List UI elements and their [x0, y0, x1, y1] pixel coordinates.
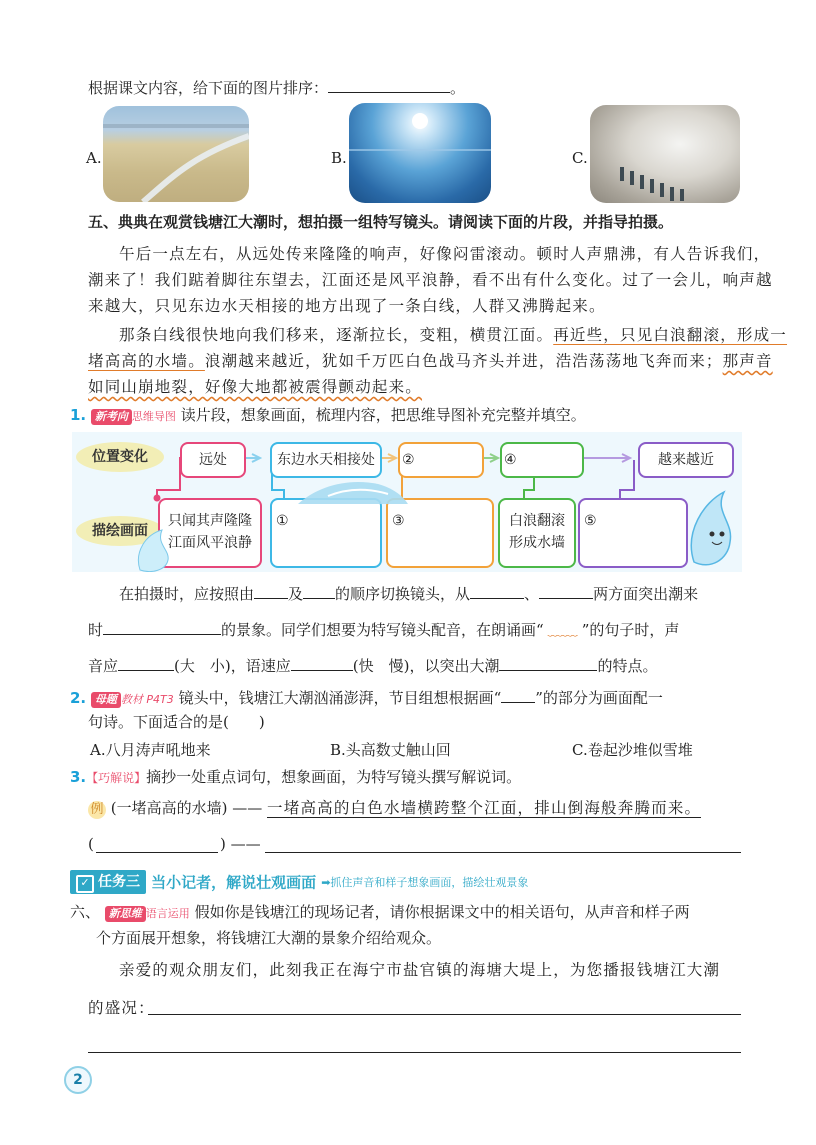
fill-l3b: (大 小)，语速应 — [174, 657, 291, 675]
passage-line-1: 午后一点左右，从远处传来隆隆的响声，好像闷雷滚动。顿时人声鼎沸，有人告诉我们， — [119, 245, 771, 263]
mindmap-bottom-5-text: ⑤ — [584, 513, 597, 529]
passage-highlight-1b: 堵高高的水墙。 — [88, 352, 205, 370]
q2-option-c[interactable]: C.卷起沙堆似雪堆 — [572, 741, 693, 759]
fill-blank-5[interactable] — [103, 618, 221, 635]
fill-l3a: 音应 — [88, 657, 119, 675]
task3-title: 当小记者，解说壮观画面 — [151, 873, 317, 892]
q2-blank[interactable] — [501, 686, 535, 703]
q2-option-b[interactable]: B.头高数丈触山回 — [330, 741, 451, 759]
passage-line-2: 潮来了！我们踮着脚往东望去，江面还是风平浪静，看不出有什么变化。过了一会儿，响声越 — [88, 271, 773, 289]
section6-line1: 假如你是钱塘江的现场记者，请你根据课文中的相关语句，从声音和样子两 — [194, 903, 690, 921]
mindmap-top-1 — [180, 442, 246, 478]
mindmap — [72, 432, 742, 572]
q3-example — [88, 798, 701, 819]
q2-line1b: ”的部分为画面配一 — [535, 689, 663, 707]
order-question — [88, 76, 465, 98]
task3-badge — [70, 870, 146, 894]
fill-l2a: 时 — [88, 621, 104, 639]
photo-label-b: B. — [331, 149, 347, 167]
q3-example-answer: 一堵高高的白色水墙横跨整个江面，排山倒海般奔腾而来。 — [267, 799, 702, 817]
section6-answer-line-2[interactable] — [88, 1052, 741, 1053]
q3-tag: 【巧解说】 — [86, 771, 147, 785]
mindmap-bottom-3-text: ③ — [392, 513, 405, 529]
checkbox-icon: ✓ — [76, 875, 94, 893]
task3-hint: ➡抓住声音和样子想象画面，描绘壮观景象 — [321, 876, 529, 889]
mindmap-top-3[interactable] — [398, 442, 484, 478]
mindmap-bottom-3[interactable] — [386, 498, 494, 568]
fill-blank-1[interactable] — [254, 582, 288, 599]
mindmap-bottom-2-text: ① — [276, 513, 289, 529]
fill-l1a: 在拍摄时，应按照由 — [119, 585, 255, 603]
passage-line-6 — [88, 377, 422, 397]
photo-label-a: A. — [86, 149, 102, 167]
wave-mascot-icon — [684, 482, 740, 572]
mindmap-bottom-2[interactable] — [270, 498, 382, 568]
photo-label-c: C. — [572, 149, 588, 167]
q1-number: 1. — [70, 406, 87, 424]
q3-example-q: (一堵高高的水墙) —— — [110, 799, 263, 817]
mindmap-top-3-text: ② — [402, 452, 415, 468]
wave-crest-icon — [298, 476, 408, 506]
fill-l3c: (快 慢)，以突出大潮 — [352, 657, 500, 675]
order-question-text: 根据课文内容，给下面的图片排序： — [88, 79, 329, 97]
mindmap-top-5-text: 越来越近 — [658, 452, 714, 468]
passage-line-3: 来越大，只见东边水天相接的地方出现了一条白线，人群又沸腾起来。 — [88, 297, 606, 315]
mindmap-top-2-text: 东边水天相接处 — [277, 452, 375, 468]
mindmap-bottom-1-line1: 只闻其声隆隆 — [168, 513, 252, 529]
fill-l2b: 的景象。同学们想要为特写镜头配音，在朗诵画“ — [221, 621, 544, 639]
section6-para2: 的盛况： — [88, 999, 155, 1017]
passage-wavy-1: 那声音 — [722, 352, 773, 370]
passage-line-5b: 浪潮越来越近，犹如千万匹白色战马齐头并进，浩浩荡荡地飞奔而来； — [204, 352, 723, 370]
mindmap-top-4-text: ④ — [504, 452, 517, 468]
task3-badge-text: 任务三 — [98, 874, 140, 890]
example-icon: 例 — [88, 801, 106, 819]
q3-answer-line[interactable] — [265, 852, 741, 853]
fill-blank-6[interactable] — [118, 654, 174, 671]
q3-word-blank[interactable] — [96, 852, 218, 853]
small-wave-mascot-icon — [134, 526, 174, 572]
section6 — [70, 902, 690, 924]
passage-line-4 — [119, 325, 787, 345]
section6-answer-line-1[interactable] — [148, 1014, 741, 1015]
tide-line-icon — [103, 106, 249, 202]
page-number: 2 — [64, 1066, 92, 1094]
fill-blank-3[interactable] — [470, 582, 524, 599]
task3-banner — [70, 870, 528, 894]
breakwater-icon — [590, 105, 740, 203]
passage-wavy-2: 如同山崩地裂，好像大地都被震得颤动起来。 — [88, 378, 423, 396]
fill-line-1 — [119, 582, 698, 604]
wavy-line-icon: ﹏﹏ — [547, 621, 578, 639]
q2-tag: 母题 — [91, 692, 121, 708]
fill-blank-7[interactable] — [291, 654, 353, 671]
q3 — [70, 767, 521, 788]
sun-icon — [349, 103, 491, 203]
fill-blank-8[interactable] — [499, 654, 597, 671]
order-question-end: 。 — [450, 79, 466, 97]
passage-highlight-1a: 再近些，只见白浪翻滚，形成一 — [553, 326, 788, 344]
q1-tag: 新考向 — [91, 409, 132, 425]
mindmap-bottom-4-line2: 形成水墙 — [509, 535, 565, 551]
mindmap-top-1-text: 远处 — [199, 452, 227, 468]
section6-tag: 新思维 — [105, 906, 146, 922]
section6-line2: 个方面展开想象，将钱塘江大潮的景象介绍给观众。 — [96, 929, 442, 947]
mindmap-top-4[interactable] — [500, 442, 584, 478]
q3-blank-close: ) —— — [220, 835, 261, 853]
q3-text: 摘抄一处重点词句，想象画面，为特写镜头撰写解说词。 — [146, 768, 522, 786]
q2-line2: 句诗。下面适合的是( ) — [88, 713, 265, 731]
section5-title: 五、典典在观赏钱塘江大潮时，想拍摄一组特写镜头。请阅读下面的片段，并指导拍摄。 — [88, 213, 674, 231]
mindmap-bottom-4 — [498, 498, 576, 568]
q3-number: 3. — [70, 768, 87, 786]
mindmap-bottom-5[interactable] — [578, 498, 688, 568]
q1-subtag: 思维导图 — [131, 410, 176, 423]
q2-line1a: 镜头中，钱塘江大潮汹涌澎湃，节目组想根据画“ — [178, 689, 502, 707]
fill-l1b: 及 — [288, 585, 304, 603]
q2-subtag: 教材 P4T3 — [120, 693, 174, 706]
fill-line-2 — [88, 618, 679, 640]
fill-blank-4[interactable] — [539, 582, 593, 599]
mindmap-bottom-4-line1: 白浪翻滚 — [509, 513, 565, 529]
fill-l1d: 、 — [524, 585, 540, 603]
section6-number: 六、 — [70, 903, 101, 921]
q2 — [70, 686, 663, 710]
section6-subtag: 语言运用 — [145, 907, 190, 920]
section6-para: 亲爱的观众朋友们，此刻我正在海宁市盐官镇的海塘大堤上，为您播报钱塘江大潮 — [119, 961, 721, 979]
q1-text: 读片段，想象画面，梳理内容，把思维导图补充完整并填空。 — [180, 406, 586, 424]
q1 — [70, 405, 586, 427]
fill-line-3 — [88, 654, 657, 676]
photo-sea-sun — [349, 103, 491, 203]
photo-wave-splash — [590, 105, 740, 203]
mindmap-row1-label: 位置变化 — [76, 442, 164, 472]
fill-blank-2[interactable] — [303, 582, 335, 599]
order-answer-blank[interactable] — [328, 76, 450, 93]
passage-line-5 — [88, 351, 773, 371]
fill-l3d: 的特点。 — [597, 657, 658, 675]
mindmap-top-2 — [270, 442, 382, 478]
mindmap-top-5 — [638, 442, 734, 478]
passage-line-4a: 那条白线很快地向我们移来，逐渐拉长，变粗，横贯江面。 — [119, 326, 554, 344]
q3-blank-open: ( — [88, 835, 94, 853]
fill-l1c: 的顺序切换镜头，从 — [335, 585, 471, 603]
fill-l1e: 两方面突出潮来 — [593, 585, 699, 603]
fill-l2c: ”的句子时，声 — [581, 621, 680, 639]
mindmap-bottom-1-line2: 江面风平浪静 — [168, 535, 252, 551]
q2-number: 2. — [70, 689, 87, 707]
photo-tide-line — [103, 106, 249, 202]
q2-option-a[interactable]: A.八月涛声吼地来 — [90, 741, 211, 759]
mindmap-row2-label: 描绘画面 — [76, 516, 164, 546]
